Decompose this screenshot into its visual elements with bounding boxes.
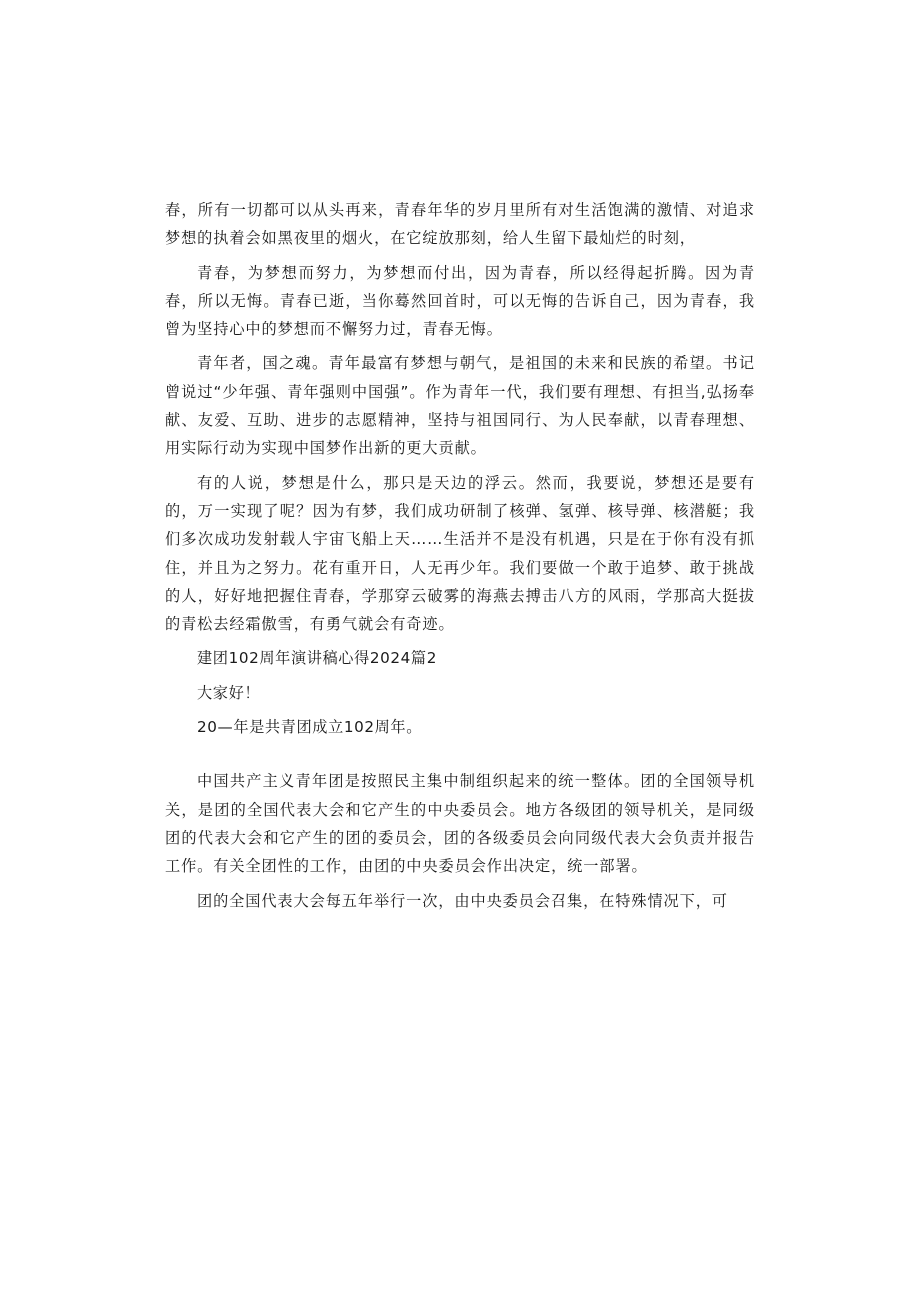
intro-line: 20—年是共青团成立102周年。	[197, 718, 422, 737]
greeting: 大家好！	[197, 683, 261, 702]
paragraph-continuation: 春，所有一切都可以从头再来，青春年华的岁月里所有对生活饱满的激情、对追求梦想的执着会如黑夜里的烟火，在它绽放那刻，给人生留下最灿烂的时刻，	[165, 201, 755, 248]
section-title: 建团102周年演讲稿心得2024篇2	[197, 649, 437, 668]
blank-gap	[165, 747, 755, 767]
paragraph-league-structure: 中国共产主义青年团是按照民主集中制组织起来的统一整体。团的全国领导机关，是团的全国代表大会和它产生的中央委员会。地方各级团的领导机关，是同级团的代表大会和它产生的团的委员会，团的各级委员会向同级代表大会负责并报告工作。有关全团性的工作，由团的中央委员会作出决定，统一部署。	[165, 772, 755, 876]
paragraph-youth-effort: 青春，为梦想而努力，为梦想而付出，因为青春，所以经得起折腾。因为青春，所以无悔。青春已逝，当你蓦然回首时，可以无悔的告诉自己，因为青春，我曾为坚持心中的梦想而不懈努力过，青春无悔。	[165, 263, 755, 339]
paragraph-dreams: 有的人说，梦想是什么，那只是天边的浮云。然而，我要说，梦想还是要有的，万一实现了呢？因为有梦，我们成功研制了核弹、氢弹、核导弹、核潜艇；我们多次成功发射载人宇宙飞船上天……生活并不是没有机遇，只是在于你有没有抓住，并且为之努力。花有重开日，人无再少年。我们要做一个敢于追梦、敢于挑战的人，好好地把握住青春，学那穿云破雾的海燕去搏击八方的风雨，学那高大挺拔的青松去经霜傲雪，有勇气就会有奇迹。	[165, 473, 755, 634]
document-body	[165, 196, 755, 921]
paragraph-national-congress: 团的全国代表大会每五年举行一次，由中央委员会召集，在特殊情况下，可	[197, 891, 728, 910]
paragraph-youth-soul: 青年者，国之魂。青年最富有梦想与朝气，是祖国的未来和民族的希望。书记曾说过“少年强、青年强则中国强”。作为青年一代，我们要有理想、有担当,弘扬奉献、友爱、互助、进步的志愿精神，坚持与祖国同行、为人民奉献，以青春理想、用实际行动为实现中国梦作出新的更大贡献。	[165, 354, 755, 458]
